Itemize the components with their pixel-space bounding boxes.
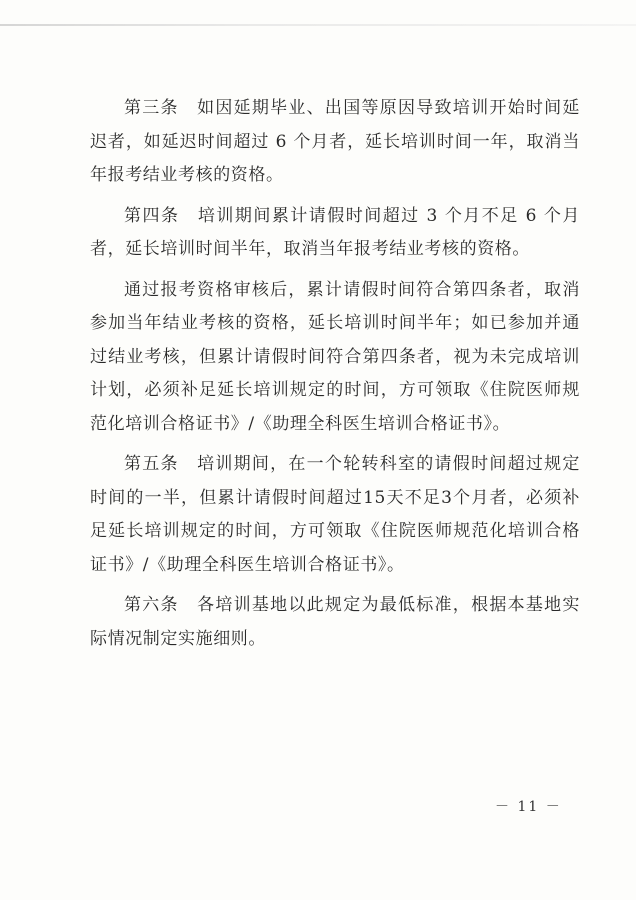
page-number: － 11 －: [495, 799, 562, 815]
article-6-paragraph: 第六条 各培训基地以此规定为最低标准，根据本基地实际情况制定实施细则。: [90, 595, 580, 649]
document-body: [90, 92, 580, 663]
scan-edge-line: [0, 24, 636, 26]
article-5-paragraph: 第五条 培训期间，在一个轮转科室的请假时间超过规定时间的一半，但累计请假时间超过15天不足3个月者，必须补足延长培训规定的时间，方可领取《住院医师规范化培训合格证书》/《助理全科医生培训合格证书》。: [90, 454, 580, 575]
article-3-paragraph: 第三条 如因延期毕业、出国等原因导致培训开始时间延迟者，如延迟时间超过 6 个月者，延长培训时间一年，取消当年报考结业考核的资格。: [90, 98, 580, 185]
article-4-paragraph: 第四条 培训期间累计请假时间超过 3 个月不足 6 个月者，延长培训时间半年，取消当年报考结业考核的资格。: [90, 205, 580, 259]
qualification-review-paragraph: 通过报考资格审核后，累计请假时间符合第四条者，取消参加当年结业考核的资格，延长培训时间半年；如已参加并通过结业考核，但累计请假时间符合第四条者，视为未完成培训计划，必须补足延长培训规定的时间，方可领取《住院医师规范化培训合格证书》/《助理全科医生培训合格证书》。: [90, 279, 580, 434]
